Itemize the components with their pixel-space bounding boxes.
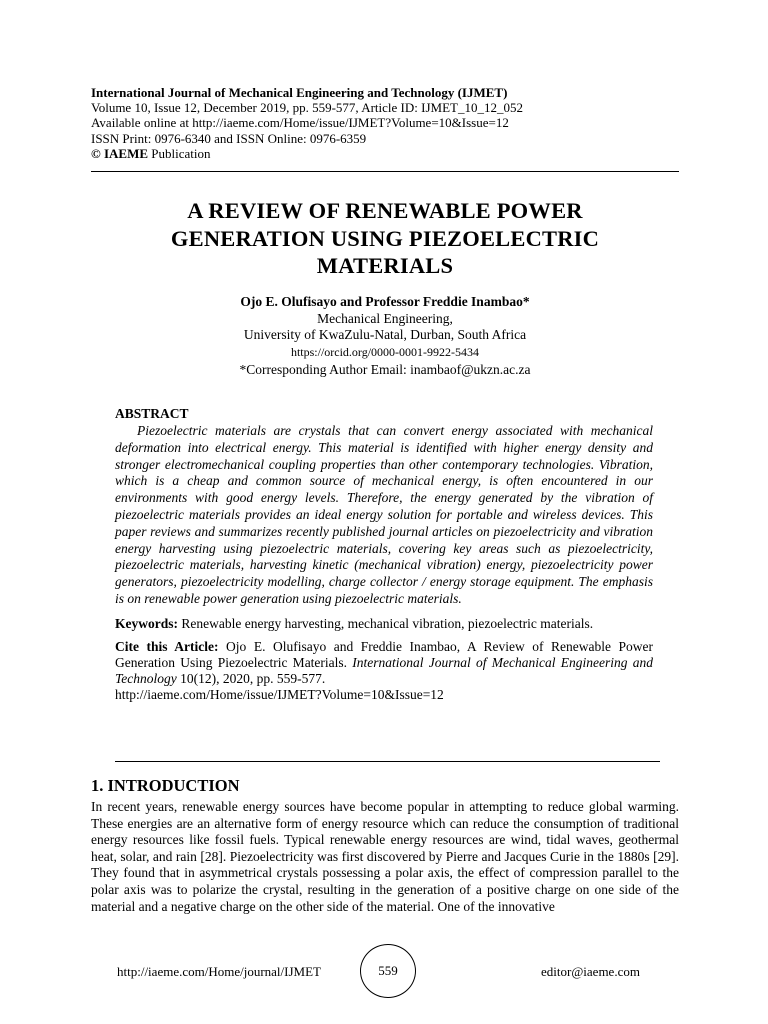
- orcid-link[interactable]: https://orcid.org/0000-0001-9922-5434: [290, 344, 480, 359]
- corresponding-email: *Corresponding Author Email: inambaof@ukzn.ac.za: [239, 361, 531, 377]
- journal-title: International Journal of Mechanical Engineering and Technology (IJMET): [91, 85, 508, 100]
- abstract-text: Piezoelectric materials are crystals that can convert energy associated with mechanical deformation into electrical energy. This material is identified with higher energy density and stronger electromechanical coupling properties than other contemporary technologies. Vibration, which is a cheap and common source of mechanical energy, is often encountered in our environments with good energy levels. Therefore, the energy generated by the vibration of piezoelectric materials provides an ideal energy solution for portable and wireless devices. This paper reviews and summarizes recently published journal articles on piezoelectricity and vibration energy harvesting using piezoelectric materials, covering key areas such as piezoelectricity, piezoelectric materials, harvesting kinetic (mechanical vibration) energy, piezoelectricity power generators, piezoelectricity modelling, charge collector / energy storage equipment. The emphasis is on renewable power generation using piezoelectric materials.: [115, 423, 653, 606]
- keywords-label: Keywords:: [115, 615, 178, 631]
- cite-details: 10(12), 2020, pp. 559-577.: [176, 670, 326, 686]
- cite-journal: International Journal of Mechanical Engineering and Technology: [115, 654, 653, 686]
- author-department: Mechanical Engineering,: [317, 310, 453, 326]
- cite-url[interactable]: http://iaeme.com/Home/issue/IJMET?Volume=10&Issue=12: [115, 686, 444, 702]
- publisher-suffix: Publication: [148, 145, 211, 161]
- page-number: 559: [360, 944, 416, 998]
- publisher-name: © IAEME: [91, 145, 149, 161]
- introduction-heading: 1. INTRODUCTION: [91, 776, 240, 795]
- footer-journal-url[interactable]: http://iaeme.com/Home/journal/IJMET: [117, 964, 321, 979]
- title-line-1: A REVIEW OF RENEWABLE POWER: [187, 198, 583, 223]
- journal-header: [91, 85, 681, 161]
- introduction-text: In recent years, renewable energy sources have become popular in attempting to reduce global warming. These energies are an alternative form of energy resource which can reduce the consumption of traditional energy resources like fossil fuels. Typical renewable energy resources are wind, tidal waves, geothermal heat, solar, and rain [28]. Piezoelectricity was first discovered by Pierre and Jacques Curie in the 1880s [29]. They found that in asymmetrical crystals possessing a polar axis, the effect of compression parallel to the polar axis was to polarize the crystal, resulting in the generation of a positive charge on one side of the material and a negative charge on the other side of the material. One of the innovative: [91, 799, 679, 914]
- publisher-line: [91, 146, 681, 161]
- footer-editor-email[interactable]: editor@iaeme.com: [541, 964, 640, 979]
- cite-label: Cite this Article:: [115, 638, 219, 654]
- title-line-3: MATERIALS: [316, 253, 454, 278]
- keywords: [115, 616, 653, 632]
- cite-text: Ojo E. Olufisayo and Freddie Inambao, A Review of Renewable Power Generation Using Piezoelectric Materials.: [115, 638, 653, 670]
- abstract-heading: ABSTRACT: [115, 406, 189, 421]
- paper-title: [91, 197, 679, 280]
- author-block: [91, 294, 679, 378]
- title-line-2: GENERATION USING PIEZOELECTRIC: [170, 225, 600, 251]
- issn-line: ISSN Print: 0976-6340 and ISSN Online: 0976-6359: [91, 130, 367, 146]
- author-names: Ojo E. Olufisayo and Professor Freddie Inambao*: [240, 294, 530, 309]
- volume-line: Volume 10, Issue 12, December 2019, pp. 559-577, Article ID: IJMET_10_12_052: [91, 100, 523, 116]
- abstract-section: [115, 405, 653, 703]
- header-divider: [91, 171, 679, 172]
- author-affiliation: University of KwaZulu-Natal, Durban, South Africa: [243, 327, 527, 342]
- introduction-section: [91, 776, 679, 915]
- keywords-text: Renewable energy harvesting, mechanical vibration, piezoelectric materials.: [178, 615, 594, 631]
- online-availability-line: Available online at http://iaeme.com/Home/issue/IJMET?Volume=10&Issue=12: [91, 115, 509, 131]
- abstract-divider: [115, 761, 660, 762]
- citation: [115, 639, 653, 703]
